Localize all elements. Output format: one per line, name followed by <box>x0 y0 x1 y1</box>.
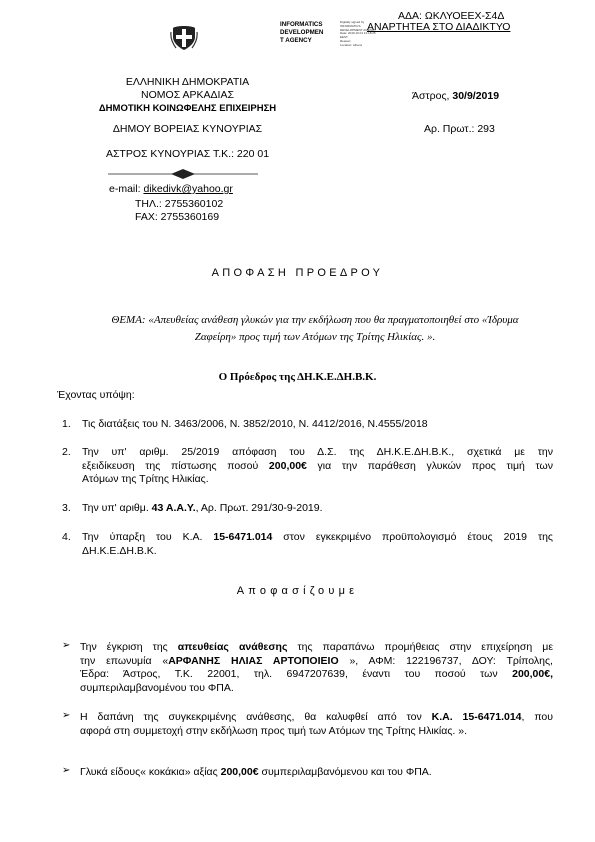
bold-text: ΑΡΦΑΝΗΣ ΗΛΙΑΣ ΑΡΤΟΠΟΙΕΙΟ <box>168 654 339 667</box>
text-segment: Την υπ' αριθμ. <box>82 502 152 514</box>
agency-line: DEVELOPMEN <box>280 29 324 36</box>
signature-line: Location: Athens <box>340 42 363 47</box>
digital-signature-details <box>340 21 380 48</box>
greek-emblem-icon <box>170 24 198 52</box>
item-number: 3. <box>62 502 71 514</box>
signature-line: Reason: <box>340 38 352 43</box>
signature-line: Digitally signed by <box>340 20 365 24</box>
decision-line <box>80 682 553 696</box>
signature-line: INFORMATICS <box>340 23 361 28</box>
bold-text: 200,00€ <box>268 459 307 472</box>
signature-line: DEVELOPMENT AGENCY <box>340 27 376 32</box>
consideration-line <box>82 531 553 545</box>
bold-text: 15-6471.014 <box>213 531 273 543</box>
enterprise-label: ΔΗΜΟΤΙΚΗ ΚΟΙΝΩΦΕΛΗΣ ΕΠΙΧΕΙΡΗΣΗ <box>98 103 277 114</box>
text-segment: , Αρ. Πρωτ. 291/30-9-2019. <box>195 502 323 514</box>
consideration-line <box>82 418 553 432</box>
posting-notice: ΑΝΑΡΤΗΤΕΑ ΣΤΟ ΔΙΑΔΙΚΤΥΟ <box>367 21 511 33</box>
phone-label: ΤΗΛ.: 2755360102 <box>135 198 224 210</box>
bold-text: Κ.Α. 15-6471.014 <box>431 711 522 723</box>
text-segment: Ατόμων της Τρίτης Ηλικίας. <box>82 473 209 485</box>
email-label: e-mail: <box>109 183 144 195</box>
document-title: ΑΠΟΦΑΣΗ ΠΡΟΕΔΡΟΥ <box>211 267 384 279</box>
bold-text: 200,00€, <box>512 668 553 680</box>
address-label: ΑΣΤΡΟΣ ΚΥΝΟΥΡΙΑΣ Τ.Κ.: 220 01 <box>105 148 270 160</box>
text-segment: Έδρα: Άστρος, Τ.Κ. 22001, τηλ. 6947207639, έναντι του ποσού των <box>80 668 513 680</box>
text-segment: Η δαπάνη της συγκεκριμένης ανάθεσης, θα καλυφθεί από τον <box>80 711 432 723</box>
bold-text: 200,00€ <box>220 766 259 778</box>
text-segment: Την ύπαρξη του Κ.Α. <box>82 531 214 543</box>
text-segment: στον εγκεκριμένο προϋπολογισμό έτους 2019 της <box>272 531 553 543</box>
decision-line <box>80 641 553 655</box>
text-segment: », ΑΦΜ: 122196737, ΔΟΥ: Τρίπολης, <box>338 654 553 667</box>
date-value: 30/9/2019 <box>452 90 500 102</box>
text-segment: , που <box>521 711 554 723</box>
bold-text: 43 Α.Α.Υ. <box>151 502 196 514</box>
bold-text: απευθείας ανάθεσης <box>177 641 288 653</box>
consideration-line <box>82 545 553 559</box>
text-segment: Τις διατάξεις του Ν. 3463/2006, Ν. 3852/2010, Ν. 4412/2016, Ν.4555/2018 <box>82 418 428 430</box>
subject-line: Ζαφείρη» προς τιμή των Ατόμων της Τρίτης Ηλικίας. ». <box>194 331 436 343</box>
bullet-arrow-icon: ➢ <box>62 765 71 776</box>
decision-heading: Αποφασίζουμε <box>236 585 359 597</box>
consideration-line <box>82 473 553 487</box>
prefecture-label: ΝΟΜΟΣ ΑΡΚΑΔΙΑΣ <box>141 89 234 101</box>
agency-line: T AGENCY <box>280 37 312 44</box>
item-number: 4. <box>62 531 71 543</box>
decision-line <box>80 725 553 739</box>
divider-ornament-icon <box>108 168 258 180</box>
text-segment: συμπεριλαμβανόμενου και του ΦΠΑ. <box>258 766 432 778</box>
text-segment: συμπεριλαμβανομένου του ΦΠΑ. <box>80 681 234 694</box>
email-link[interactable]: dikedivk@yahoo.gr <box>143 183 233 195</box>
signature-line: EEST <box>340 35 348 40</box>
ada-code: ΑΔΑ: ΩΚΛΥΟΕΕΧ-Σ4Δ <box>398 10 505 22</box>
decision-line <box>80 655 553 669</box>
text-segment: την επωνυμία « <box>80 654 169 667</box>
text-segment: της παραπάνω προμήθειας στην επιχείρηση με <box>287 641 553 653</box>
text-segment: Την υπ' αριθμ. 25/2019 απόφαση του Δ.Σ. της ΔΗ.Κ.Ε.ΔΗ.Β.Κ., σχετικά με την <box>82 446 553 458</box>
consideration-line <box>82 502 553 516</box>
item-number: 1. <box>62 418 71 430</box>
bullet-arrow-icon: ➢ <box>62 710 71 721</box>
text-segment: αφορά στη συμμετοχή στην εκδήλωση προς τιμή των Ατόμων της Τρίτης Ηλικίας. ». <box>80 724 467 737</box>
decision-line <box>80 668 553 682</box>
consideration-line <box>82 446 553 460</box>
text-segment: Την έγκριση της <box>80 641 178 653</box>
fax-label: FAX: 2755360169 <box>135 211 220 223</box>
agency-name <box>280 21 323 45</box>
decision-line <box>80 766 553 780</box>
email-row <box>109 183 233 196</box>
decision-line <box>80 711 553 725</box>
having-label: Έχοντας υπόψη: <box>57 389 135 401</box>
municipality-label: ΔΗΜΟΥ ΒΟΡΕΙΑΣ ΚΥΝΟΥΡΙΑΣ <box>112 123 263 135</box>
item-number: 2. <box>62 446 71 458</box>
agency-line: INFORMATICS <box>280 21 323 28</box>
subject <box>80 312 550 346</box>
date-row <box>412 90 499 103</box>
text-segment: για την παράθεση γλυκών προς τιμή των <box>306 459 553 472</box>
subject-line: ΘΕΜΑ: «Απευθείας ανάθεση γλυκών για την εκδήλωση που θα πραγματοποιηθεί στο «Ίδρυμα <box>111 314 519 326</box>
consideration-line <box>82 460 553 474</box>
protocol-number: Αρ. Πρωτ.: 293 <box>424 123 495 135</box>
president-heading: Ο Πρόεδρος της ΔΗ.Κ.Ε.ΔΗ.Β.Κ. <box>218 371 377 383</box>
place-label: Άστρος, <box>412 90 450 102</box>
text-segment: ΔΗ.Κ.Ε.ΔΗ.Β.Κ. <box>82 544 157 557</box>
signature-line: Date: 2019.10.01 14:18:25 <box>340 31 376 36</box>
text-segment: εξειδίκευση της πίστωσης ποσού <box>82 459 269 472</box>
republic-label: ΕΛΛΗΝΙΚΗ ΔΗΜΟΚΡΑΤΙΑ <box>125 76 250 88</box>
bullet-arrow-icon: ➢ <box>62 640 71 651</box>
text-segment: Γλυκά είδους« κοκάκια» αξίας <box>80 766 221 778</box>
